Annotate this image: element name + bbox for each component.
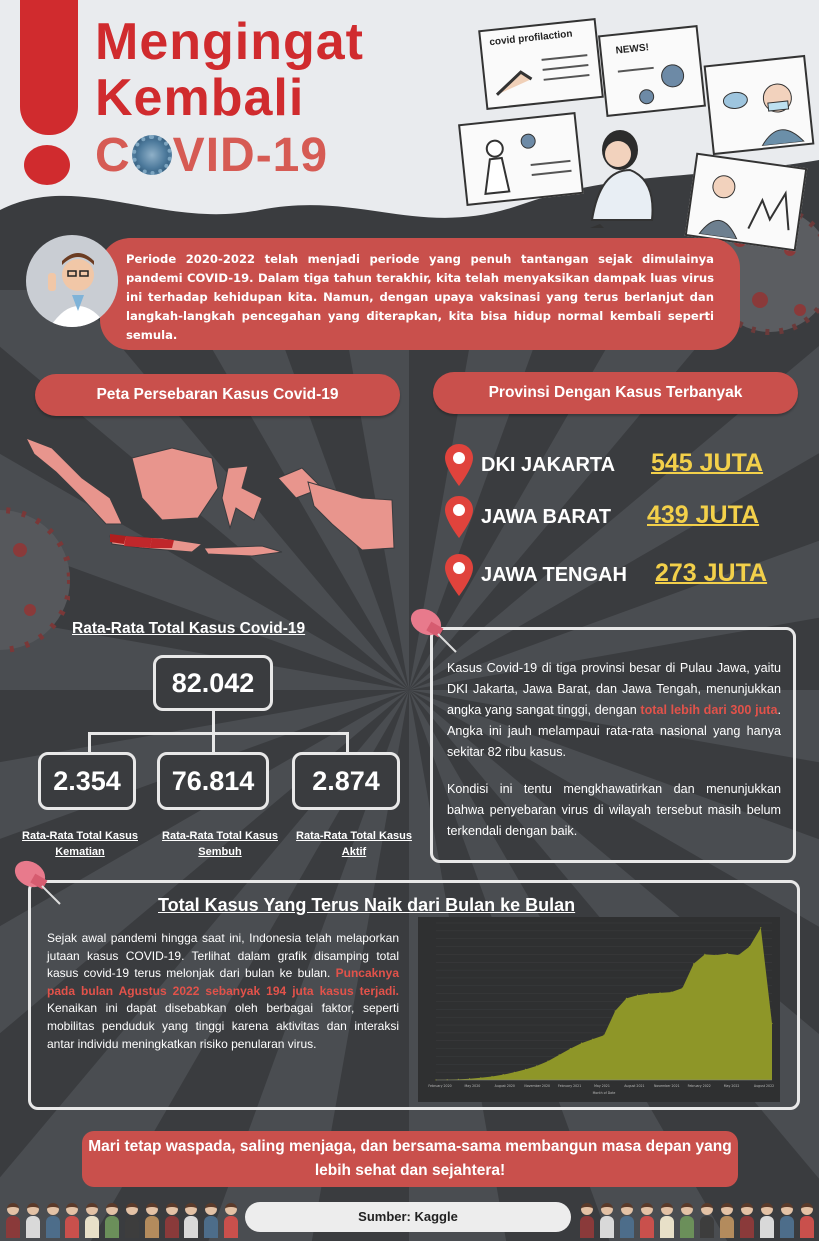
- chart-data-point: [503, 1074, 504, 1075]
- illustration-panel-chart: [685, 153, 808, 252]
- crowd-person: [580, 1203, 594, 1238]
- chart-data-point: [547, 1061, 548, 1062]
- chart-x-label: Month of Date: [592, 1091, 616, 1095]
- caption-line-1: Rata-Rata Total Kasus: [22, 830, 138, 842]
- chart-tick-label: May 2021: [594, 1084, 610, 1088]
- crowd-person: [204, 1203, 218, 1238]
- trend-highlight: Puncaknya pada bulan Agustus 2022 sebanyak 194 juta kasus terjadi.: [47, 966, 399, 998]
- masked-woman-icon: [713, 65, 810, 150]
- connector-line: [88, 732, 91, 752]
- crowd-person: [700, 1203, 714, 1238]
- map-sulawesi: [222, 466, 262, 528]
- chart-data-point: [760, 927, 761, 928]
- description-paragraph-2: Kondisi ini tentu mengkhawatirkan dan menunjukkan bahwa penyebaran virus di wilayah tersebut masih belum terkendali dengan baik.: [447, 782, 781, 838]
- map-section-title: Peta Persebaran Kasus Covid-19: [35, 374, 400, 416]
- virus-icon: [132, 135, 172, 175]
- map-nusa-tenggara: [204, 546, 282, 556]
- crowd-person: [640, 1203, 654, 1238]
- chart-tick-label: August 2022: [753, 1084, 775, 1088]
- chart-data-point: [603, 1035, 604, 1036]
- caption-line-2: Kematian: [55, 846, 105, 858]
- province-row-1: [445, 444, 805, 490]
- chart-data-point: [581, 1043, 582, 1044]
- caption-line-1: Rata-Rata Total Kasus: [162, 830, 278, 842]
- crowd-person: [680, 1203, 694, 1238]
- indonesia-map: [22, 428, 397, 578]
- trend-text: [47, 930, 399, 1053]
- crowd-person: [184, 1203, 198, 1238]
- stat-caption-recovered: [150, 828, 290, 860]
- caption-line-1: Rata-Rata Total Kasus: [296, 830, 412, 842]
- chart-data-point: [559, 1054, 560, 1055]
- crowd-person: [65, 1203, 79, 1238]
- doctor-avatar: [26, 235, 118, 327]
- chart-tick-label: August 2020: [494, 1084, 515, 1088]
- stat-caption-active: [284, 828, 424, 860]
- chart-data-point: [469, 1078, 470, 1079]
- chart-data-point: [671, 991, 672, 992]
- intro-text-box: [100, 238, 740, 350]
- province-name: JAWA TENGAH: [481, 564, 627, 586]
- stat-active: 2.874: [292, 752, 400, 810]
- chart-data-point: [615, 1010, 616, 1011]
- province-row-2: [445, 496, 805, 542]
- chart-data-point: [738, 955, 739, 956]
- chart-tick-label: August 2021: [624, 1084, 645, 1088]
- province-section-title: Provinsi Dengan Kasus Terbanyak: [433, 372, 798, 414]
- chart-tick-label: February 2020: [428, 1084, 452, 1088]
- connector-line: [212, 711, 215, 733]
- crowd-person: [760, 1203, 774, 1238]
- chart-tick-label: February 2022: [687, 1084, 711, 1088]
- trend-text-a: Sejak awal pandemi hingga saat ini, Indonesia telah melaporkan jutaan kasus COVID-19. Terlihat dalam grafik disamping total kasus covid-19 terus melonjak dari bulan ke bulan.: [47, 931, 399, 981]
- crowd-person: [720, 1203, 734, 1238]
- desc-text-a: Kasus Covid-19 di tiga provinsi besar di Pulau Jawa, yaitu DKI Jakarta, Jawa Barat, dan Jawa Tengah, menunjukkan angka yang sangat tinggi, dengan: [447, 661, 781, 717]
- illustration-panel-mask: [704, 55, 815, 155]
- chart-tick-label: November 2020: [524, 1084, 551, 1088]
- pushpin-icon: [404, 604, 460, 656]
- virus-news-icon: [613, 56, 698, 112]
- province-name: JAWA BARAT: [481, 506, 611, 528]
- exclamation-dot: [24, 145, 70, 185]
- pushpin-icon: [8, 856, 64, 908]
- panel-label-1: covid profilaction: [488, 28, 573, 49]
- crowd-person: [620, 1203, 634, 1238]
- stat-recovered: 76.814: [157, 752, 269, 810]
- trend-title: Total Kasus Yang Terus Naik dari Bulan ke Bulan: [158, 895, 576, 915]
- crowd-person: [6, 1203, 20, 1238]
- chart-data-point: [727, 953, 728, 954]
- crowd-person: [125, 1203, 139, 1238]
- exclamation-bar: [20, 0, 78, 135]
- source-label: Sumber: Kaggle: [245, 1202, 571, 1232]
- crowd-person: [780, 1203, 794, 1238]
- map-west-java: [124, 536, 152, 548]
- title-line-1: Mengingat: [95, 13, 364, 71]
- illustration-panel-1: [478, 18, 604, 110]
- description-paragraph-1: [447, 658, 781, 763]
- connector-line: [346, 732, 349, 752]
- chart-data-point: [491, 1076, 492, 1077]
- caption-line-2: Sembuh: [198, 846, 242, 858]
- crowd-person: [800, 1203, 814, 1238]
- map-papua: [308, 482, 394, 550]
- panel-label-2: NEWS!: [615, 42, 650, 57]
- call-to-action: Mari tetap waspada, saling menjaga, dan bersama-sama membangun masa depan yang lebih sehat dan sejahtera!: [82, 1131, 738, 1187]
- title-line-2: Kembali: [95, 69, 305, 127]
- title-line-3-prefix: C: [95, 129, 131, 182]
- chart-data-point: [525, 1069, 526, 1070]
- province-name: DKI JAKARTA: [481, 454, 616, 476]
- connector-line: [88, 732, 348, 735]
- chart-data-point: [659, 992, 660, 993]
- province-value: 273 JUTA: [655, 559, 768, 587]
- title-line-3-suffix: VID-19: [172, 129, 329, 182]
- stat-total: 82.042: [153, 655, 273, 711]
- crowd-person: [740, 1203, 754, 1238]
- chart-tick-label: February 2021: [557, 1084, 582, 1088]
- man-chart-icon: [693, 162, 802, 247]
- cases-area-chart: [418, 917, 780, 1102]
- chart-data-point: [536, 1065, 537, 1066]
- chart-data-point: [570, 1048, 571, 1049]
- stat-deaths: 2.354: [38, 752, 136, 810]
- chart-data-point: [626, 998, 627, 999]
- crowd-person: [165, 1203, 179, 1238]
- crowd-person: [600, 1203, 614, 1238]
- crowd-person: [85, 1203, 99, 1238]
- people-row-left: [6, 1198, 238, 1238]
- location-pin-icon: [445, 496, 473, 538]
- chart-data-point: [648, 993, 649, 994]
- chart-data-point: [682, 988, 683, 989]
- chart-tick-label: November 2021: [653, 1084, 680, 1088]
- doctor-icon: [26, 235, 118, 327]
- chart-tick-label: May 2020: [464, 1084, 481, 1088]
- location-pin-icon: [445, 444, 473, 486]
- finger-pointing-icon: [489, 45, 598, 106]
- crowd-person: [26, 1203, 40, 1238]
- chart-data-point: [592, 1039, 593, 1040]
- chart-data-point: [715, 955, 716, 956]
- province-value: 545 JUTA: [651, 449, 764, 477]
- chart-data-point: [704, 954, 705, 955]
- map-kalimantan: [132, 448, 218, 520]
- crowd-person: [660, 1203, 674, 1238]
- chart-tick-label: May 2022: [723, 1084, 740, 1088]
- province-row-3: [445, 554, 805, 600]
- location-pin-icon: [445, 554, 473, 596]
- chart-data-point: [693, 963, 694, 964]
- map-sumatra: [26, 438, 122, 524]
- trend-text-b: Kenaikan ini dapat disebabkan oleh berbagai faktor, seperti mobilitas penduduk yang tinggi karena aktivitas dan interaksi antar individu meningkatkan risiko penularan virus.: [47, 1001, 399, 1051]
- crowd-person: [224, 1203, 238, 1238]
- desc-text-b: . Angka ini jauh melampaui rata-rata nasional yang hanya sekitar 82 ribu kasus.: [447, 703, 781, 759]
- connector-line: [212, 732, 215, 752]
- crowd-person: [46, 1203, 60, 1238]
- illustration-panel-news: [598, 25, 706, 117]
- chart-data-point: [771, 1023, 772, 1024]
- chart-data-point: [749, 946, 750, 947]
- chart-data-point: [480, 1077, 481, 1078]
- crowd-person: [145, 1203, 159, 1238]
- people-row-right: [580, 1198, 814, 1238]
- crowd-person: [105, 1203, 119, 1238]
- province-value: 439 JUTA: [647, 501, 760, 529]
- desc-highlight: total lebih dari 300 juta: [640, 703, 778, 717]
- intro-text: Periode 2020-2022 telah menjadi periode yang penuh tantangan sejak dimulainya pandemi COVID-19. Dalam tiga tahun terakhir, kita telah menyaksikan dampak luas virus ini terhadap kehidupan kita. Namun, dengan upaya vaksinasi yang terus berlanjut dan langkah-langkah pencegahan yang diterapkan, kita bisa hidup normal kembali seperti semula.: [126, 252, 714, 342]
- chart-data-point: [637, 995, 638, 996]
- chart-data-point: [514, 1072, 515, 1073]
- sad-girl-illustration: [560, 120, 670, 230]
- stats-title: Rata-Rata Total Kasus Covid-19: [72, 620, 306, 637]
- description-box: [430, 627, 796, 863]
- caption-line-2: Aktif: [341, 846, 367, 858]
- title-line-3: [95, 128, 328, 183]
